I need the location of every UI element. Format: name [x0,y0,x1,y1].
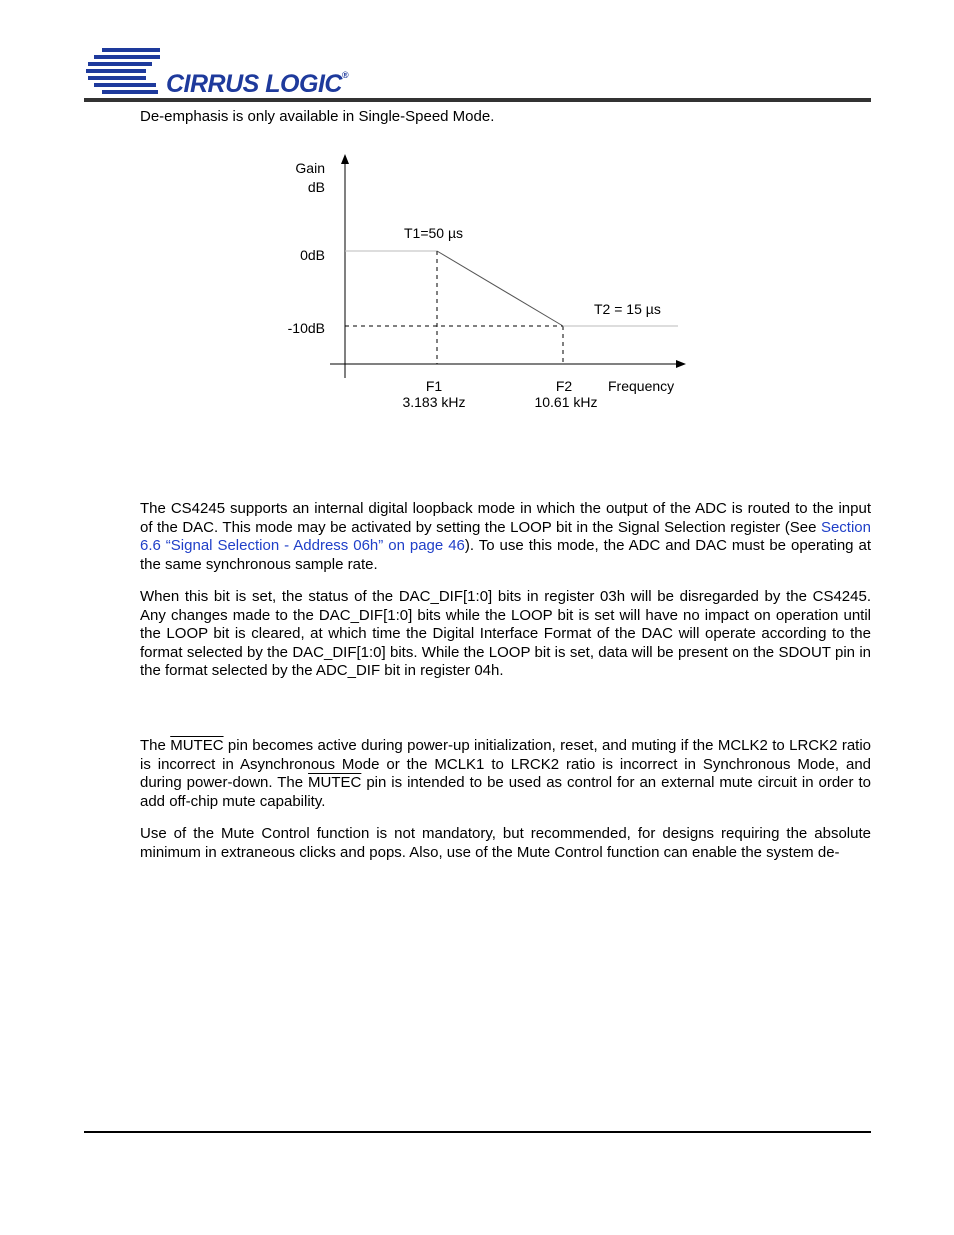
intro-text: De-emphasis is only available in Single-Speed Mode. [140,108,495,125]
x-tick-f1: F1 [425,378,443,394]
mutec-pin-name: MUTEC [170,737,224,754]
section-6-6-link[interactable]: Section 6.6 “Signal Selection - Address 06h” on page 46 [140,518,871,555]
header-rule [84,98,871,102]
de-emphasis-chart [270,150,690,415]
mute-paragraph-1: The MUTEC pin becomes active during power-up initialization, reset, and muting if the MCLK2 to LRCK2 ratio is incorrect in Asynchronous Mode or the MCLK1 to LRCK2 ratio is incorrect in Synchronous Mode, and during power-down. The MUTEC pin is intended to be used as control for an external mute circuit in order to add off-chip mute capability. [140,737,872,810]
cirrus-swoosh-icon [84,44,174,100]
loopback-paragraph-1: The CS4245 supports an internal digital loopback mode in which the output of the ADC is routed to the input of the DAC. This mode may be activated by setting the LOOP bit in the Signal Selection register (See Section 6.6 “Signal Selection - Address 06h” on page 46). To use this mode, the ADC and DAC must be operating at the same synchronous sample rate. [140,500,871,573]
x-tick-f2: F2 [555,378,573,394]
y-tick-0db: 0dB [300,247,325,263]
y-axis-arrow [341,154,349,164]
x-axis-label: Frequency [608,378,675,394]
y-label-gain: Gain [295,160,325,176]
response-slope [437,251,563,326]
brand-name: CIRRUS LOGIC® [166,70,349,98]
x-tick-f2-value: 10.61 kHz [534,394,598,410]
x-axis-arrow [676,360,686,368]
annotation-t2: T2 = 15 µs [594,301,661,317]
y-label-db: dB [307,179,325,195]
annotation-t1: T1=50 µs [404,225,464,241]
loopback-paragraph-2: When this bit is set, the status of the DAC_DIF[1:0] bits in register 03h will be disregarded by the CS4245. Any changes made to the DAC_DIF[1:0] bits while the LOOP bit is set will have no impact on operation until the LOOP bit is cleared, at which time the Digital Interface Format of the DAC will operate according to the format selected by the DAC_DIF[1:0] bits. While the LOOP bit is set, data will be present on the SDOUT pin in the format selected by the ADC_DIF bit in register 04h. [140,588,871,680]
x-tick-f1-value: 3.183 kHz [402,394,466,410]
y-tick-minus-10db: -10dB [287,320,325,336]
mutec-pin-name: MUTEC [308,774,362,792]
footer-rule [84,1131,871,1133]
mute-paragraph-2: Use of the Mute Control function is not mandatory, but recommended, for designs requiring the absolute minimum in extraneous clicks and pops. Also, use of the Mute Control function can enable the system de- [140,825,871,861]
